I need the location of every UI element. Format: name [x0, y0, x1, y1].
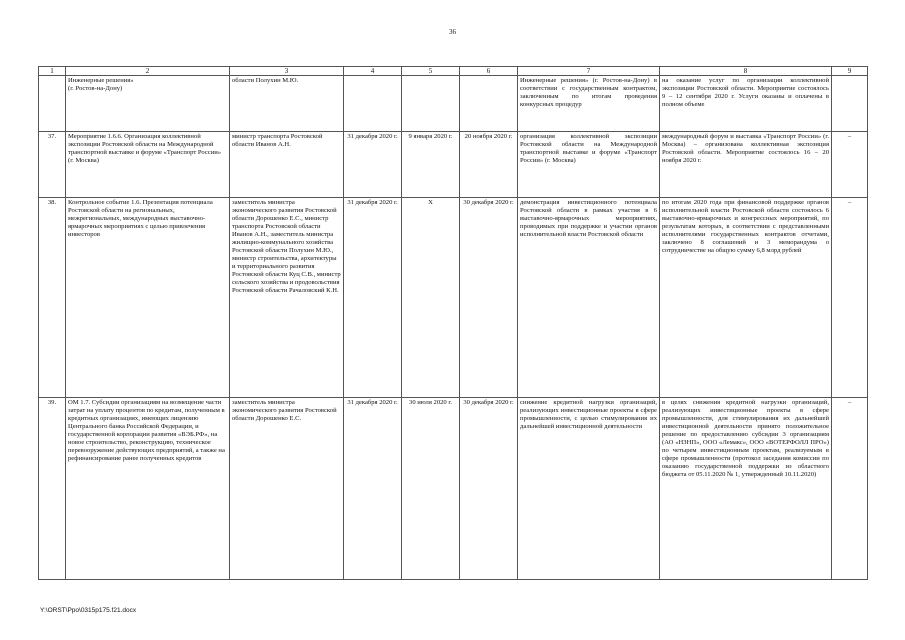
end-date-cell: 30 декабря 2020 г.	[460, 198, 518, 398]
end-date-cell: 20 ноября 2020 г.	[460, 132, 518, 198]
planned-date-cell	[344, 76, 402, 132]
notes-cell: –	[832, 132, 868, 198]
column-header: 3	[230, 67, 344, 76]
end-date-cell	[460, 76, 518, 132]
expected-result-cell: демонстрация инвестиционного потенциала Ростовской области в рамках участия в 6 выставочно-ярмарочных мероприятиях, проводимых при поддержке и участии органов исполнительной власти Ростовской области	[518, 198, 660, 398]
responsible-cell: заместитель министра экономического развития Ростовской области Дорошенко Е.С.	[230, 398, 344, 580]
responsible-cell: министр транспорта Ростовской области Иванов А.Н.	[230, 132, 344, 198]
table-row	[39, 132, 868, 198]
actual-result-cell: на оказание услуг по организации коллективной экспозиции Ростовской области. Мероприятие состоялось 9 – 12 сентября 2020 г. Услуги оказаны и оплачены в полном объеме	[660, 76, 832, 132]
row-number: 37.	[39, 132, 66, 198]
actual-result-cell: по итогам 2020 года при финансовой поддержке органов исполнительной власти Ростовской области состоялось 6 выставочно-ярмарочных и конгрессных мероприятий, по результатам которых, в соответствии с представленными исполнителями государственных контрактов отчетами, заключено 8 соглашений и 3 меморандума о сотрудничестве на общую сумму 6,8 млрд рублей	[660, 198, 832, 398]
planned-date-cell: 31 декабря 2020 г.	[344, 132, 402, 198]
expected-result-cell: Инженерные решения» (г. Ростов-на-Дону) в соответствии с государственным контрактом, заключенным по итогам проведения конкурсных процедур	[518, 76, 660, 132]
notes-cell: –	[832, 198, 868, 398]
start-date-cell: 30 июля 2020 г.	[402, 398, 460, 580]
planned-date-cell: 31 декабря 2020 г.	[344, 398, 402, 580]
table-row	[39, 76, 868, 132]
column-header: 2	[66, 67, 230, 76]
table-row	[39, 198, 868, 398]
page-number: 36	[449, 28, 456, 36]
expected-result-cell: организация коллективной экспозиции Ростовской области на Международной транспортной выставке и форуме «Транспорт России» (г. Москва)	[518, 132, 660, 198]
row-number: 39.	[39, 398, 66, 580]
responsible-cell: области Полухин М.Ю.	[230, 76, 344, 132]
expected-result-cell: снижение кредитной нагрузки организаций, реализующих инвестиционные проекты в сфере промышленности, с целью стимулирования их дальнейшей инвестиционной деятельности	[518, 398, 660, 580]
column-numbers-row	[39, 67, 868, 76]
column-header: 9	[832, 67, 868, 76]
responsible-cell: заместитель министра экономического развития Ростовской области Дорошенко Е.С., министр транспорта Ростовской области Иванов А.Н., заместитель министра жилищно-коммунального хозяйства Ростовской области Полухин М.Ю., министр строительства, архитектуры и территориального развития Ростовской области Куц С.В., министр сельского хозяйства и продовольствия Ростовской области Рачаловский К.Н.	[230, 198, 344, 398]
event-name-cell	[66, 76, 230, 132]
planned-date-cell: 31 декабря 2020 г.	[344, 198, 402, 398]
column-header: 7	[518, 67, 660, 76]
actual-result-cell: международный форум и выставка «Транспорт России» (г. Москва) – организована коллективная экспозиция Ростовской области. Мероприятие состоялось 16 – 20 ноября 2020 г.	[660, 132, 832, 198]
row-number: 38.	[39, 198, 66, 398]
notes-cell	[832, 76, 868, 132]
event-name-cell: ОМ 1.7. Субсидии организациям на возмещение части затрат на уплату процентов по кредитам, полученным в кредитных организациях, имеющих лицензию Центрального банка Российской Федерации, и государственной корпорации развития «ВЭБ.РФ», на новое строительство, реконструкцию, техническое перевооружение действующих предприятий, а также на рефинансирование ранее полученных кредитов	[66, 398, 230, 580]
start-date-cell: X	[402, 198, 460, 398]
event-name-cell: Мероприятие 1.6.6. Организация коллективной экспозиции Ростовской области на Международной транспортной выставке и форуме «Транспорт России» (г. Москва)	[66, 132, 230, 198]
notes-cell: –	[832, 398, 868, 580]
end-date-cell: 30 декабря 2020 г.	[460, 398, 518, 580]
column-header: 1	[39, 67, 66, 76]
start-date-cell: 9 января 2020 г.	[402, 132, 460, 198]
column-header: 8	[660, 67, 832, 76]
column-header: 6	[460, 67, 518, 76]
event-name-cell: Контрольное событие 1.6. Презентация потенциала Ростовской области на региональных, межрегиональных, международных выставочно-ярмарочных мероприятиях с целью привлечения инвесторов	[66, 198, 230, 398]
column-header: 5	[402, 67, 460, 76]
start-date-cell	[402, 76, 460, 132]
row-number	[39, 76, 66, 132]
column-header: 4	[344, 67, 402, 76]
document-file-path: Y:\ORST\Ppo\0315p175.f21.docx	[40, 607, 137, 614]
report-table	[38, 66, 868, 580]
event-name: Инженерные решения» (г. Ростов-на-Дону)	[68, 77, 134, 92]
actual-result-cell: в целях снижения кредитной нагрузки организаций, реализующих инвестиционные проекты в сфере промышленности, для стимулирования их дальнейшей инвестиционной деятельности принято положительное решение по предоставлению субсидии 3 организациям (АО «НЗНП», ООО «Лемакс», ООО «ВОТЕРФОЛЛ ПРО») по четырем инвестиционным проектам, реализуемым в сфере промышленности (протокол заседания комиссии по оказанию государственной поддержки из областного бюджета от 05.11.2020 № 1, утвержденный 10.11.2020)	[660, 398, 832, 580]
table-row	[39, 398, 868, 580]
